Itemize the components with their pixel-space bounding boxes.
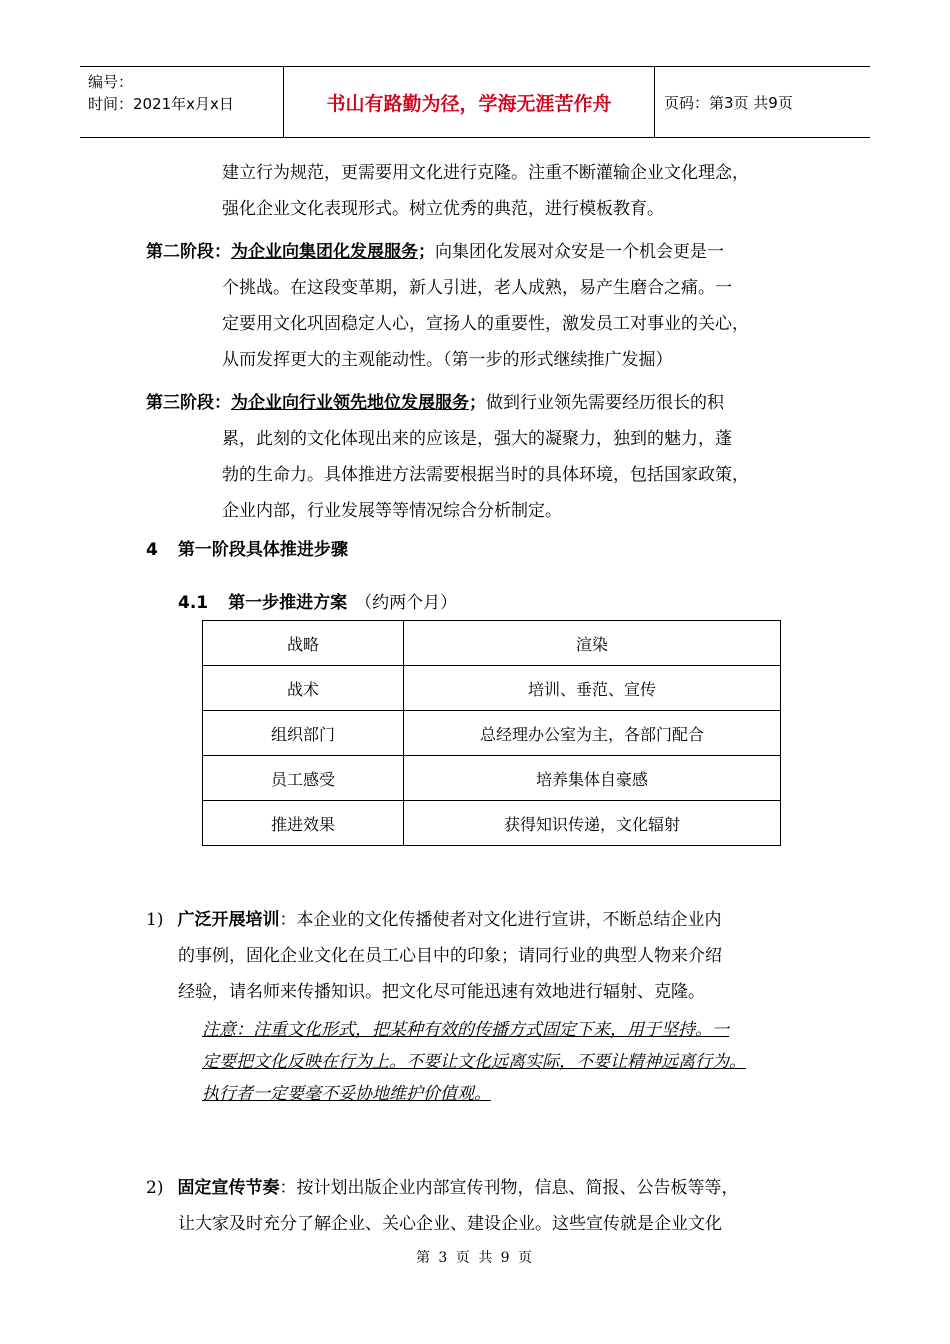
page-header bbox=[80, 66, 870, 138]
intro-line: 建立行为规范，更需要用文化进行克隆。注重不断灌输企业文化理念， bbox=[222, 163, 749, 183]
table-row bbox=[203, 666, 781, 711]
list-item-label: 固定宣传节奏 bbox=[177, 1178, 280, 1198]
section-number: 4 bbox=[146, 540, 158, 560]
table-cell: 员工感受 bbox=[203, 756, 404, 801]
stage2-line: 定要用文化巩固稳定人心，宣扬人的重要性，激发员工对事业的关心， bbox=[222, 314, 749, 334]
section-heading bbox=[146, 535, 348, 560]
subsection-heading bbox=[178, 588, 457, 613]
stage2-label: 第二阶段： bbox=[146, 242, 231, 262]
page-footer: 第 3 页 共 9 页 bbox=[415, 1250, 535, 1266]
table-row bbox=[203, 711, 781, 756]
subsection-title: 第一步推进方案 bbox=[228, 593, 348, 613]
table-cell: 推进效果 bbox=[203, 801, 404, 846]
list-item-line: 的事例，固化企业文化在员工心目中的印象；请同行业的典型人物来介绍 bbox=[178, 946, 722, 966]
list-item-heading bbox=[146, 905, 721, 930]
stage3-text: 做到行业领先需要经历很长的积 bbox=[486, 393, 724, 413]
table-cell: 获得知识传递，文化辐射 bbox=[404, 801, 781, 846]
stage2-text: 向集团化发展对众安是一个机会更是一 bbox=[435, 242, 724, 262]
plan-table bbox=[202, 620, 781, 846]
stage2-line: 个挑战。在这段变革期，新人引进，老人成熟，易产生磨合之痛。一 bbox=[222, 278, 732, 298]
table-row bbox=[203, 801, 781, 846]
stage3-line: 累，此刻的文化体现出来的应该是，强大的凝聚力，独到的魅力，蓬 bbox=[222, 429, 732, 449]
stage2-title: 为企业向集团化发展服务 bbox=[231, 242, 418, 262]
stage2-sep: ； bbox=[418, 242, 435, 262]
list-item-text: ：本企业的文化传播使者对文化进行宣讲，不断总结企业内 bbox=[279, 910, 722, 930]
stage3-line: 勃的生命力。具体推进方法需要根据当时的具体环境，包括国家政策， bbox=[222, 465, 749, 485]
stage3-title: 为企业向行业领先地位发展服务 bbox=[231, 393, 469, 413]
stage3-heading-line bbox=[146, 388, 724, 413]
table-cell: 培训、垂范、宣传 bbox=[404, 666, 781, 711]
stage3-sep: ； bbox=[469, 393, 486, 413]
table-cell: 战术 bbox=[203, 666, 404, 711]
stage2-heading-line bbox=[146, 237, 724, 262]
stage3-label: 第三阶段： bbox=[146, 393, 231, 413]
list-item-number: 2) bbox=[146, 1178, 164, 1198]
stage3-line: 企业内部，行业发展等等情况综合分析制定。 bbox=[222, 501, 562, 521]
list-item-number: 1) bbox=[146, 910, 164, 930]
header-divider bbox=[654, 67, 655, 137]
header-meta bbox=[88, 71, 234, 115]
list-item-line: 让大家及时充分了解企业、关心企业、建设企业。这些宣传就是企业文化 bbox=[178, 1214, 722, 1234]
table-row bbox=[203, 621, 781, 666]
table-cell: 组织部门 bbox=[203, 711, 404, 756]
note-line: 定要把文化反映在行为上。不要让文化远离实际，不要让精神远离行为。 bbox=[202, 1052, 746, 1072]
header-number-label: 编号： bbox=[88, 73, 134, 91]
note-line: 注意：注重文化形式，把某种有效的传播方式固定下来，用于坚持。一 bbox=[202, 1020, 729, 1040]
table-cell: 渲染 bbox=[404, 621, 781, 666]
table-cell: 战略 bbox=[203, 621, 404, 666]
list-item-heading bbox=[146, 1173, 738, 1198]
list-item-line: 经验，请名师来传播知识。把文化尽可能迅速有效地进行辐射、克隆。 bbox=[178, 982, 705, 1002]
subsection-note: （约两个月） bbox=[355, 593, 458, 613]
list-item-label: 广泛开展培训 bbox=[177, 910, 280, 930]
subsection-number: 4.1 bbox=[178, 593, 209, 613]
header-motto: 书山有路勤为径，学海无涯苦作舟 bbox=[326, 93, 612, 115]
intro-line: 强化企业文化表现形式。树立优秀的典范，进行模板教育。 bbox=[222, 199, 664, 219]
table-cell: 总经理办公室为主，各部门配合 bbox=[404, 711, 781, 756]
note-line: 执行者一定要毫不妥协地维护价值观。 bbox=[202, 1084, 491, 1104]
table-row bbox=[203, 756, 781, 801]
header-page-code: 页码：第3页 共9页 bbox=[664, 94, 793, 112]
section-title: 第一阶段具体推进步骤 bbox=[177, 540, 348, 560]
header-time-label: 时间：2021年x月x日 bbox=[88, 95, 234, 113]
stage2-line: 从而发挥更大的主观能动性。（第一步的形式继续推广发掘） bbox=[222, 350, 673, 370]
list-item-text: ：按计划出版企业内部宣传刊物，信息、简报、公告板等等， bbox=[279, 1178, 739, 1198]
table-cell: 培养集体自豪感 bbox=[404, 756, 781, 801]
